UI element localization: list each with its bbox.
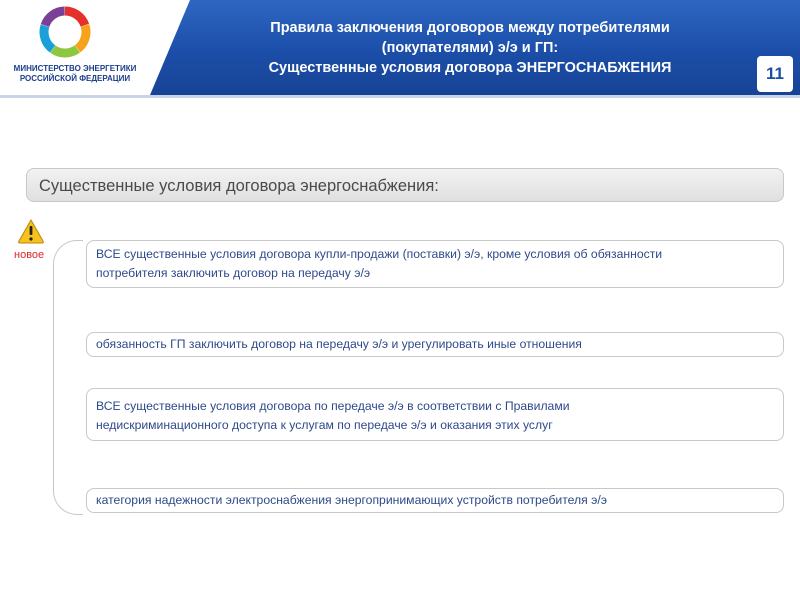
condition-item-4-line1: категория надежности электроснабжения энергопринимающих устройств потребителя э/э	[96, 493, 607, 507]
condition-item-4	[86, 488, 784, 513]
slide-title-line2: (покупателями) э/э и ГП:	[381, 40, 559, 56]
condition-item-3-line2: недискриминационного доступа к услугам по передаче э/э и оказания этих услуг	[96, 418, 553, 432]
grouping-brace	[53, 240, 83, 515]
new-badge: новое	[14, 249, 45, 261]
section-title: Существенные условия договора энергоснабжения:	[26, 168, 784, 202]
ministry-name	[0, 64, 150, 84]
slide-title-line1: Правила заключения договоров между потребителями	[270, 20, 670, 36]
warning-icon	[17, 218, 45, 244]
ministry-name-line1: МИНИСТЕРСТВО ЭНЕРГЕТИКИ	[13, 64, 137, 73]
ministry-name-line2: РОССИЙСКОЙ ФЕДЕРАЦИИ	[19, 74, 131, 83]
page-number: 11	[757, 56, 793, 92]
condition-item-1-line1: ВСЕ существенные условия договора купли-продажи (поставки) э/э, кроме условия об обязанности	[96, 247, 663, 261]
header-divider	[0, 95, 800, 98]
condition-item-3-line1: ВСЕ существенные условия договора по передаче э/э в соответствии с Правилами	[96, 399, 570, 413]
condition-item-2	[86, 332, 784, 357]
condition-item-1	[86, 240, 784, 288]
ministry-emblem-icon	[37, 4, 93, 60]
condition-item-1-line2: потребителя заключить договор на передачу э/э	[96, 266, 371, 280]
ministry-logo	[0, 0, 150, 95]
condition-item-3	[86, 388, 784, 441]
slide-title-line3: Существенные условия договора ЭНЕРГОСНАБЖЕНИЯ	[268, 60, 672, 76]
condition-item-2-line1: обязанность ГП заключить договор на передачу э/э и урегулировать иные отношения	[96, 337, 582, 351]
slide-title	[190, 18, 750, 78]
